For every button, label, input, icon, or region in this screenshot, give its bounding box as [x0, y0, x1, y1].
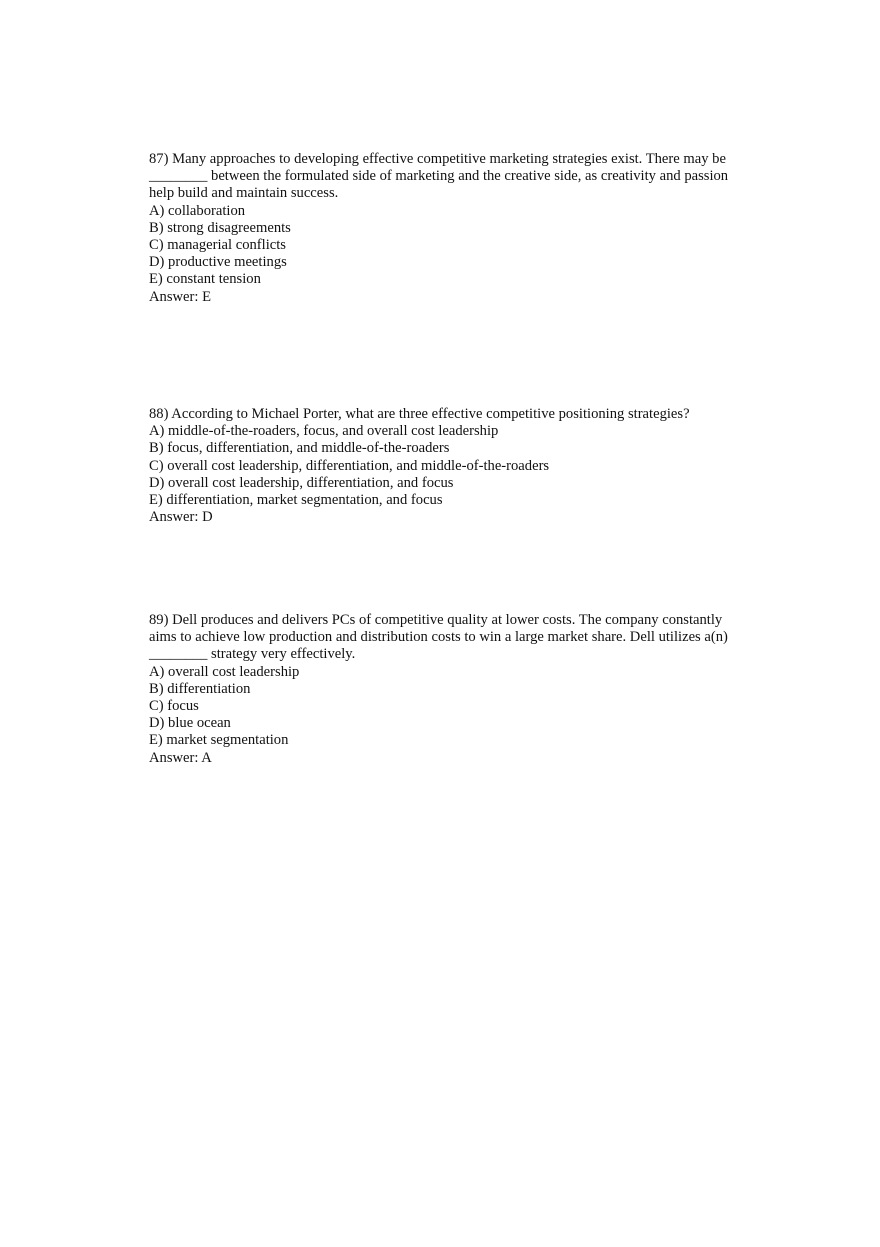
option-c: C) focus [149, 698, 199, 715]
option-a: A) middle-of-the-roaders, focus, and overall cost leadership [149, 423, 499, 440]
option-e: E) differentiation, market segmentation, and focus [149, 492, 443, 509]
answer-line: Answer: E [149, 288, 212, 305]
option-b: B) differentiation [149, 680, 251, 697]
option-b: B) strong disagreements [149, 219, 291, 236]
question-stem: 87) Many approaches to developing effective competitive marketing strategies exist. There may be ________ between the formulated side of marketing and the creative side, as creativity and passion help build and maintain success. [149, 151, 729, 202]
answer-line: Answer: A [149, 749, 212, 766]
question-stem: 88) According to Michael Porter, what are three effective competitive positioning strategies? [149, 406, 690, 422]
option-a: A) collaboration [149, 202, 246, 219]
option-e: E) market segmentation [149, 732, 289, 749]
option-b: B) focus, differentiation, and middle-of-the-roaders [149, 440, 450, 457]
answer-line: Answer: D [149, 509, 213, 526]
question-87 [149, 151, 729, 306]
option-c: C) overall cost leadership, differentiation, and middle-of-the-roaders [149, 457, 550, 474]
question-stem: 89) Dell produces and delivers PCs of competitive quality at lower costs. The company constantly aims to achieve low production and distribution costs to win a large market share. Dell utilizes a(n) ________ strategy very effectively. [149, 612, 728, 663]
question-88 [149, 406, 729, 526]
option-a: A) overall cost leadership [149, 663, 300, 680]
option-e: E) constant tension [149, 271, 261, 288]
option-d: D) overall cost leadership, differentiation, and focus [149, 474, 454, 491]
option-c: C) managerial conflicts [149, 237, 286, 254]
question-89 [149, 612, 729, 767]
option-d: D) blue ocean [149, 715, 231, 732]
option-d: D) productive meetings [149, 254, 287, 271]
